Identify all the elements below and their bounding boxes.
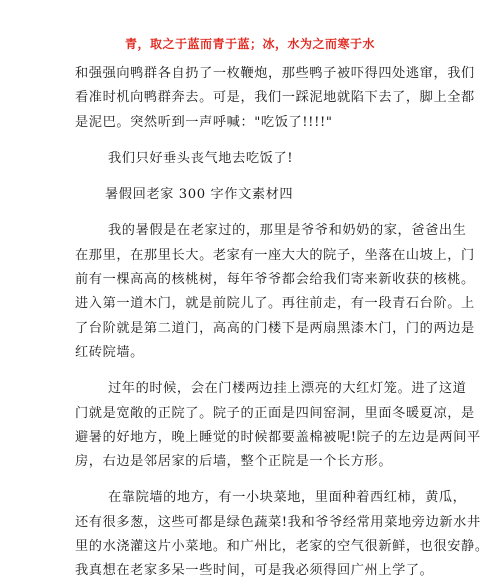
paragraph-gap [75,474,425,486]
text-line: 房，右边是邻居家的后墙，整个正院是一个长方形。 [75,454,393,470]
text-line: 了台阶就是第二道门，高高的门楼下是两扇黑漆木门，门的两边是 [75,320,475,336]
text-line: 进入第一道木门，就是前院儿了。再往前走，有一段青石台阶。上 [75,296,475,312]
paragraph-gap [75,171,425,183]
text-line: 是泥巴。突然听到一声呼喊："吃饭了!!!!" [75,114,333,130]
paragraph-gap [75,135,425,147]
paragraph-gap [75,207,425,219]
text-line: 门就是宽敞的正院了。院子的正面是四间窑洞，里面冬暖夏凉，是 [75,405,475,421]
paragraph-two [75,377,481,474]
text-line: 看准时机向鸭群奔去。可是，我们一踩泥地就陷下去了，脚上全都 [75,90,475,106]
paragraph-three [75,486,489,583]
text-line: 红砖院墙。 [75,344,144,360]
text-line: 过年的时候，会在门楼两边挂上漂亮的大红灯笼。进了这道 [108,381,467,397]
text-line: 里的水浇灌这片小菜地。和广州比，老家的空气很新鲜，也很安静。 [75,539,489,555]
document-body [75,62,489,584]
text-line: 我的暑假是在老家过的，那里是爷爷和奶奶的家，爸爸出生 [108,223,467,239]
text-line: 前有一棵高高的核桃树，每年爷爷都会给我们寄来新收获的核桃。 [75,272,475,288]
text-line: 还有很多葱，这些可都是绿色蔬菜!我和爷爷经常用菜地旁边新水井 [75,514,481,530]
section-title: 暑假回老家 300 字作文素材四 [105,187,294,203]
text-line: 在那里，在那里长大。老家有一座大大的院子，坐落在山坡上，门 [75,247,475,263]
text-line: 避暑的好地方，晚上睡觉的时候都要盖棉被呢!院子的左边是两间平 [75,429,481,445]
paragraph-gap [75,365,425,377]
closing-line: 我们只好垂头丧气地去吃饭了! [108,150,294,166]
page-header-quote: 青，取之于蓝而青于蓝；冰，水为之而寒于水 [124,37,375,51]
text-line: 和强强向鸭群各自扔了一枚鞭炮，那些鸭子被吓得四处逃窜，我们 [75,66,475,81]
text-line: 我真想在老家多呆一些时间，可是我必须得回广州上学了。 [75,563,434,579]
text-line: 在靠院墙的地方，有一小块菜地，里面种着西红柿，黄瓜， [108,490,467,506]
intro-paragraph [75,62,475,135]
paragraph-one [75,219,475,365]
